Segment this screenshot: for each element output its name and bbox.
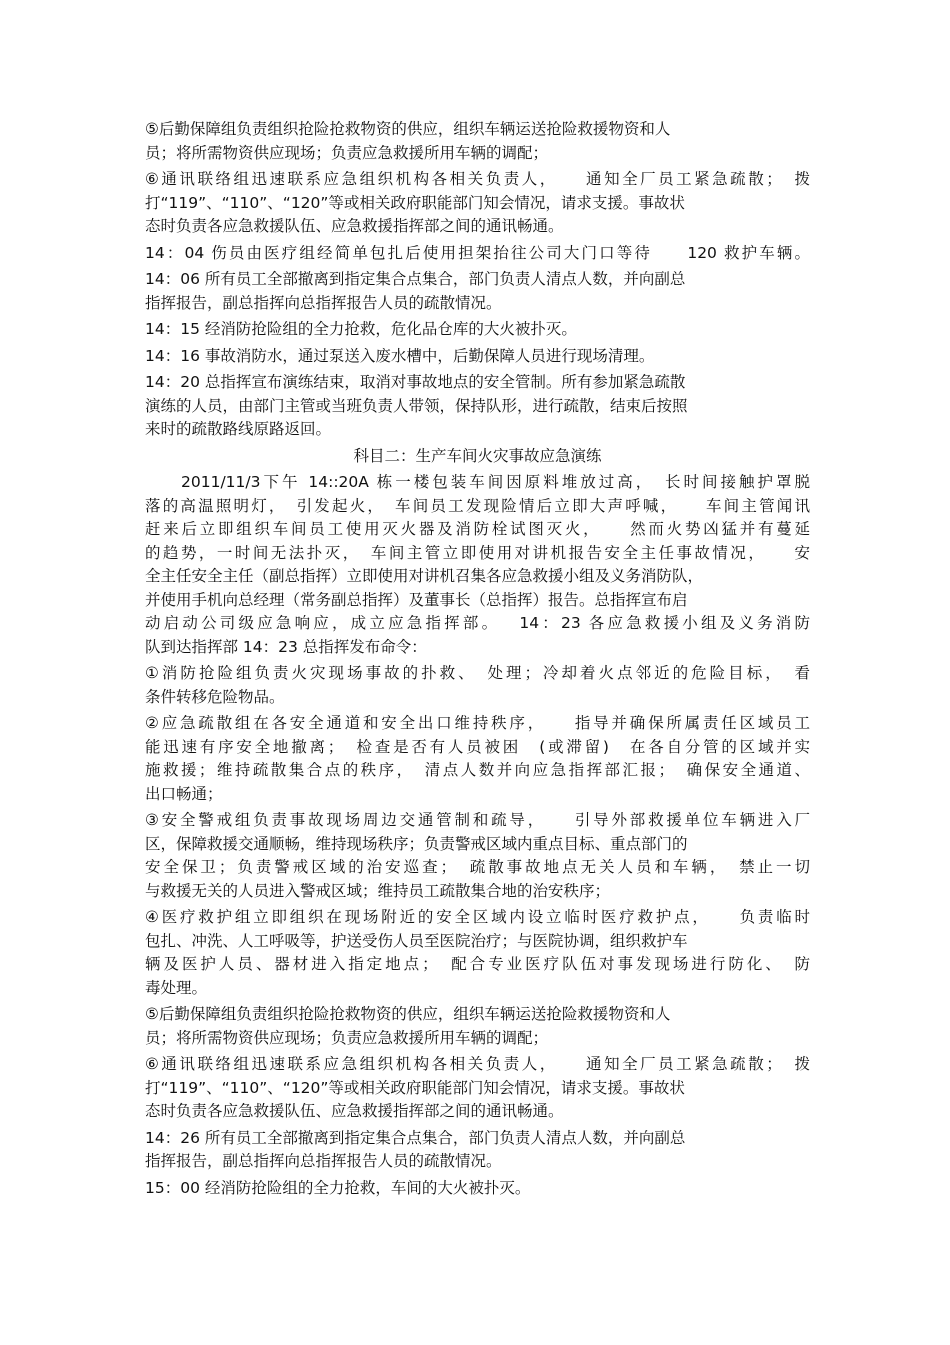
text-line: 队到达指挥部 14：23 总指挥发布命令：: [145, 637, 427, 656]
text-line: ⑤后勤保障组负责组织抢险抢救物资的供应，组织车辆运送抢险救援物资和人: [145, 1005, 671, 1023]
text-line: ④医疗救护组立即组织在现场附近的安全区域内设立临时医疗救护点， 负责临时: [145, 908, 810, 926]
text-line: 打“119”、“110”、“120”等或相关政府职能部门知会情况，请求支援。事故状: [145, 193, 685, 212]
text-line: ③安全警戒组负责事故现场周边交通管制和疏导， 引导外部救援单位车辆进入厂: [145, 811, 810, 829]
text-line: 与救援无关的人员进入警戒区域；维持员工疏散集合地的治安秩序；: [145, 881, 611, 900]
text-line: 态时负责各应急救援队伍、应急救援指挥部之间的通讯畅通。: [145, 1102, 564, 1120]
text-line: 员；将所需物资供应现场；负责应急救援所用车辆的调配；: [145, 1028, 549, 1047]
text-line: 安全保卫；负责警戒区域的治安巡查； 疏散事故地点无关人员和车辆， 禁止一切: [145, 858, 810, 876]
communication-group-para-2: [145, 1053, 810, 1124]
text-line: 员；将所需物资供应现场；负责应急救援所用车辆的调配；: [145, 143, 549, 162]
text-line: 施救援；维持疏散集合点的秩序， 清点人数并向应急指挥部汇报； 确保安全通道、: [145, 761, 810, 779]
time-1415-para: [145, 318, 810, 342]
text-line: 14：04 伤员由医疗组经简单包扎后使用担架抬往公司大门口等待 120 救护车辆。: [145, 243, 810, 262]
text-line: 指挥报告，副总指挥向总指挥报告人员的疏散情况。: [145, 1152, 502, 1170]
logistics-group-para-1: [145, 118, 810, 165]
text-line: 2011/11/3下午 14::20A 栋一楼包装车间因原料堆放过高， 长时间接触护罩脱: [181, 473, 810, 491]
text-line: 出口畅通；: [145, 784, 223, 803]
text-line: 辆及医护人员、器材进入指定地点； 配合专业医疗队伍对事发现场进行防化、 防: [145, 955, 810, 973]
text-line: 14：26 所有员工全部撤离到指定集合点集合，部门负责人清点人数，并向副总: [145, 1128, 686, 1147]
text-line: 14：06 所有员工全部撤离到指定集合点集合，部门负责人清点人数，并向副总: [145, 270, 686, 288]
text-line: 区，保障救援交通顺畅，维持现场秩序；负责警戒区域内重点目标、重点部门的: [145, 834, 688, 853]
medical-group-para: [145, 906, 810, 1000]
text-line: 打“119”、“110”、“120”等或相关政府职能部门知会情况，请求支援。事故状: [145, 1078, 685, 1097]
text-line: ①消防抢险组负责火灾现场事故的扑救、 处理；冷却着火点邻近的危险目标， 看: [145, 664, 810, 682]
logistics-group-para-2: [145, 1003, 810, 1050]
communication-group-para-1: [145, 168, 810, 239]
text-line: 包扎、冲洗、人工呼吸等，护送受伤人员至医院治疗；与医院协调，组织救护车: [145, 931, 688, 950]
subject-two-heading: [145, 445, 810, 469]
text-line: 落的高温照明灯， 引发起火， 车间员工发现险情后立即大声呼喊， 车间主管闻讯: [145, 496, 810, 515]
workshop-fire-scenario-para: [145, 471, 810, 659]
text-line: 赶来后立即组织车间员工使用灭火器及消防栓试图灭火， 然而火势凶猛并有蔓延: [145, 520, 810, 538]
text-line: 14：15 经消防抢险组的全力抢救，危化品仓库的大火被扑灭。: [145, 320, 577, 338]
text-line: 的趋势，一时间无法扑灭， 车间主管立即使用对讲机报告安全主任事故情况， 安: [145, 543, 810, 562]
text-line: ⑥通讯联络组迅速联系应急组织机构各相关负责人， 通知全厂员工紧急疏散； 拨: [145, 170, 810, 188]
time-1420-para: [145, 371, 810, 442]
text-line: 条件转移危险物品。: [145, 687, 285, 706]
text-line: 指挥报告，副总指挥向总指挥报告人员的疏散情况。: [145, 293, 502, 312]
text-line: ⑥通讯联络组迅速联系应急组织机构各相关负责人， 通知全厂员工紧急疏散； 拨: [145, 1055, 810, 1073]
text-line: 14：20 总指挥宣布演练结束，取消对事故地点的安全管制。所有参加紧急疏散: [145, 373, 686, 391]
time-1404-para: [145, 242, 810, 266]
security-group-para: [145, 809, 810, 903]
text-line: 并使用手机向总经理（常务副总指挥）及董事长（总指挥）报告。总指挥宣布启: [145, 590, 688, 609]
document-body: [145, 118, 810, 1203]
text-line: ②应急疏散组在各安全通道和安全出口维持秩序， 指导并确保所属责任区域员工: [145, 714, 810, 732]
time-1406-para: [145, 268, 810, 315]
text-line: 14：16 事故消防水，通过泵送入废水槽中，后勤保障人员进行现场清理。: [145, 346, 655, 365]
text-line: 动启动公司级应急响应，成立应急指挥部。 14：23 各应急救援小组及义务消防: [145, 614, 810, 632]
evacuation-group-para: [145, 712, 810, 806]
text-line: 15：00 经消防抢险组的全力抢救，车间的大火被扑灭。: [145, 1178, 531, 1197]
text-line: 毒处理。: [145, 978, 208, 997]
text-line: 来时的疏散路线原路返回。: [145, 420, 332, 438]
text-line: 演练的人员，由部门主管或当班负责人带领，保持队形，进行疏散，结束后按照: [145, 396, 688, 415]
time-1426-para: [145, 1127, 810, 1174]
text-line: 能迅速有序安全地撤离； 检查是否有人员被困 (或滞留) 在各自分管的区域并实: [145, 737, 810, 756]
text-line: 科目二：生产车间火灾事故应急演练: [353, 446, 602, 465]
time-1416-para: [145, 345, 810, 369]
text-line: 态时负责各应急救援队伍、应急救援指挥部之间的通讯畅通。: [145, 217, 564, 235]
text-line: 全主任安全主任（副总指挥）立即使用对讲机召集各应急救援小组及义务消防队，: [145, 567, 704, 585]
text-line: ⑤后勤保障组负责组织抢险抢救物资的供应，组织车辆运送抢险救援物资和人: [145, 120, 671, 138]
time-1500-para: [145, 1177, 810, 1201]
fire-fighting-group-para: [145, 662, 810, 709]
